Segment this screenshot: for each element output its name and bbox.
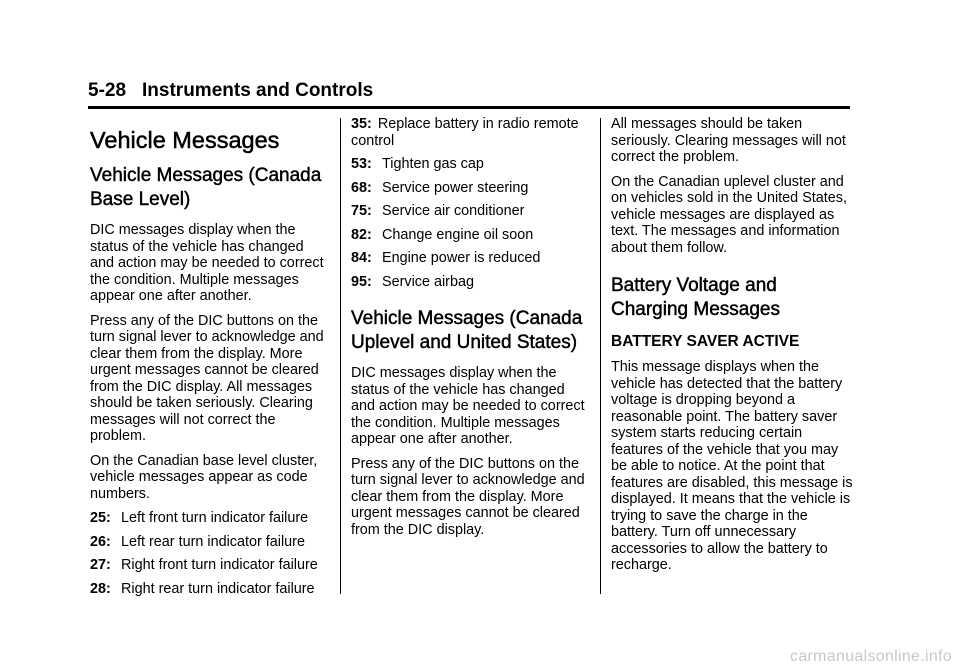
paragraph: DIC messages display when the status of the vehicle has changed and action may be needed to correct the condition. Multiple messages appear one after another. xyxy=(351,365,585,447)
column-2 xyxy=(351,116,591,546)
code-text: Service power steering xyxy=(382,179,529,196)
heading-canada-uplevel: Vehicle Messages (Canada Uplevel and United States) xyxy=(351,308,583,353)
code-number: 25: xyxy=(90,510,111,526)
paragraph: Press any of the DIC buttons on the turn signal lever to acknowledge and clear them from the display. More urgent messages cannot be cleared from the DIC display. xyxy=(351,455,585,538)
code-item xyxy=(351,250,591,267)
paragraph: On the Canadian uplevel cluster and on vehicles sold in the United States, vehicle messages are displayed as text. The messages and information about them follow. xyxy=(611,173,847,256)
code-number: 27: xyxy=(90,557,111,573)
heading-battery-voltage: Battery Voltage and Charging Messages xyxy=(611,275,780,320)
heading-battery-saver-active: BATTERY SAVER ACTIVE xyxy=(611,333,800,350)
column-divider xyxy=(600,118,601,594)
code-item xyxy=(351,274,591,291)
page-header xyxy=(88,80,850,109)
code-number: 95: xyxy=(351,273,372,290)
heading-vehicle-messages: Vehicle Messages xyxy=(90,127,280,153)
code-item xyxy=(351,156,591,173)
code-text: Left rear turn indicator failure xyxy=(121,533,305,550)
paragraph: All messages should be taken seriously. Clearing messages will not correct the problem. xyxy=(611,116,846,165)
paragraph: DIC messages display when the status of the vehicle has changed and action may be needed to correct the condition. Multiple messages appear one after another. xyxy=(90,222,324,304)
heading-canada-base-level: Vehicle Messages (Canada Base Level) xyxy=(90,165,322,210)
code-text: Replace battery in radio remote control xyxy=(351,116,579,149)
code-item xyxy=(351,180,591,197)
code-item xyxy=(351,116,591,149)
code-item xyxy=(351,227,591,244)
column-divider xyxy=(340,118,341,594)
code-number: 35: xyxy=(351,116,372,132)
code-text: Service air conditioner xyxy=(382,203,525,219)
code-number: 82: xyxy=(351,226,372,243)
code-number: 28: xyxy=(90,580,111,597)
code-text: Tighten gas cap xyxy=(382,156,484,172)
section-title: Instruments and Controls xyxy=(142,80,374,101)
code-number: 84: xyxy=(351,250,372,266)
paragraph: Press any of the DIC buttons on the turn signal lever to acknowledge and clear them from the display. More urgent messages cannot be cleared from the DIC display. All messages should be taken seriously. Clearing messages will not correct the problem. xyxy=(90,312,324,444)
code-text: Right front turn indicator failure xyxy=(121,557,318,573)
paragraph: On the Canadian base level cluster, vehicle messages appear as code numbers. xyxy=(90,452,318,502)
code-item xyxy=(351,203,591,220)
paragraph: This message displays when the vehicle has detected that the battery voltage is dropping beyond a reasonable point. The battery saver system starts reducing certain features of the vehicle that you may be able to notice. At the point that features are disabled, this message is displayed. It means that the vehicle is trying to save the charge in the battery. Turn off unnecessary accessories to allow the battery to recharge. xyxy=(611,359,853,573)
column-3 xyxy=(611,116,853,582)
code-text: Right rear turn indicator failure xyxy=(121,580,315,597)
code-number: 53: xyxy=(351,156,372,172)
code-item xyxy=(90,510,330,527)
code-item xyxy=(90,534,330,551)
code-text: Service airbag xyxy=(382,273,474,290)
watermark: carmanualsonline.info xyxy=(790,648,952,665)
code-item xyxy=(90,557,330,574)
code-number: 75: xyxy=(351,203,372,219)
code-number: 26: xyxy=(90,533,111,550)
code-number: 68: xyxy=(351,179,372,196)
column-1 xyxy=(90,116,330,604)
page-number: 5-28 xyxy=(88,80,127,101)
code-item xyxy=(90,581,330,598)
code-text: Left front turn indicator failure xyxy=(121,510,309,526)
code-text: Change engine oil soon xyxy=(382,226,534,243)
code-text: Engine power is reduced xyxy=(382,250,541,266)
